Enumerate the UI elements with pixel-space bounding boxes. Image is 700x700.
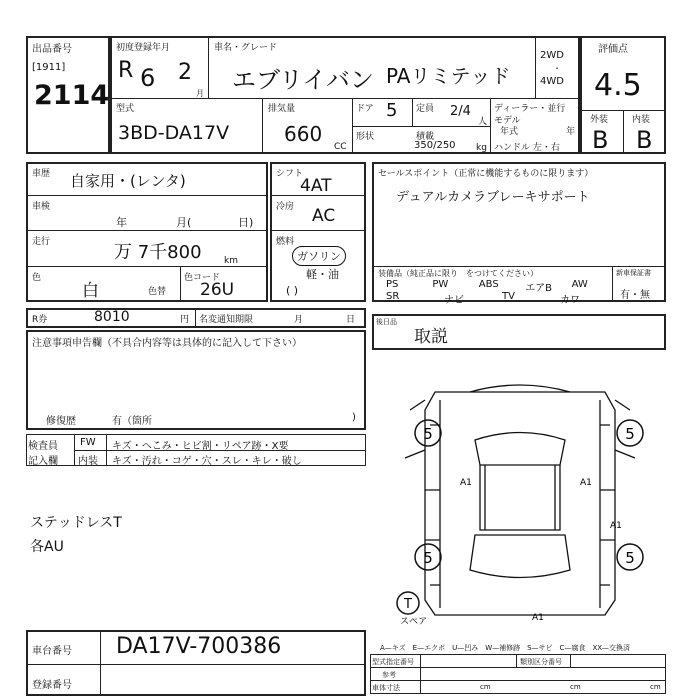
legend: A—キズ E—エクボ U—凹み W—補修跡 S—サビ C—腐食 XX—交換済 — [380, 644, 631, 652]
int-inspect-label: 内装 — [78, 456, 98, 467]
equipment-item: TV — [502, 291, 515, 302]
reg-era: R — [118, 58, 134, 83]
footer-label1: 型式指定番号 — [372, 658, 414, 666]
memo-line1: ステッドレスT — [30, 515, 122, 531]
car-name: エブリイバン — [232, 66, 374, 94]
notice-day: 日 — [346, 315, 356, 325]
history-value: 自家用・(レンタ) — [70, 172, 186, 190]
inspection-day: 日) — [238, 216, 254, 229]
reg-month: 2 — [178, 60, 192, 85]
chassis-label: 車台番号 — [32, 646, 72, 657]
shape-label: 形状 — [356, 132, 375, 142]
recycle-label: R券 — [32, 315, 48, 325]
car-grade: PAリミテッド — [386, 64, 511, 88]
damage-mark: A1 — [610, 521, 622, 531]
memo-line2: 各AU — [30, 539, 64, 555]
footer-box — [370, 654, 666, 694]
repair-label: 修復歴 — [46, 416, 76, 427]
equipment-item: ABS — [478, 279, 499, 290]
year-unit: 年 — [566, 127, 576, 137]
equipment-row1 — [378, 279, 610, 294]
handle-label: ハンドル 左・右 — [494, 143, 560, 153]
recycle-value: 8010 — [94, 309, 130, 325]
tire-fl-value: 5 — [423, 425, 433, 443]
int-items: キズ・汚れ・コゲ・穴・スレ・キレ・破し — [112, 456, 302, 467]
model-label: 型式 — [116, 104, 135, 114]
equipment-item: SR — [386, 291, 400, 302]
damage-mark: A1 — [580, 478, 592, 488]
color-change-label: 色替 — [148, 287, 167, 297]
shift-label: シフト — [276, 169, 304, 179]
footer-label3: 車体寸法 — [372, 684, 400, 692]
equipment-label: 装備品（純正品に限り をつけてください） — [378, 269, 538, 278]
load-label: 積載 — [416, 132, 435, 142]
shift-value: 4AT — [300, 176, 332, 196]
equipment-row2 — [378, 291, 610, 306]
spare-value: T — [404, 597, 412, 612]
model-value: 3BD-DA17V — [118, 122, 230, 144]
footer-cm3: cm — [650, 683, 661, 691]
score-label: 評価点 — [598, 44, 628, 55]
disp-value: 660 — [284, 122, 323, 146]
damage-mark: A1 — [532, 613, 544, 623]
recycle-unit: 円 — [180, 315, 190, 325]
mileage-label: 走行 — [32, 237, 51, 247]
load-unit: kg — [476, 143, 487, 153]
inspection-label: 車検 — [32, 202, 51, 212]
color-label: 色 — [32, 273, 42, 283]
score-value: 4.5 — [594, 68, 642, 103]
color-value: 白 — [82, 281, 99, 301]
drive-4wd: 4WD — [540, 76, 564, 87]
memo-box — [26, 468, 366, 618]
lot-bracket: [1911] — [32, 62, 66, 73]
seats-label: 定員 — [416, 104, 435, 114]
year-label: 年式 — [500, 127, 519, 137]
drive-2wd: 2WD — [540, 50, 564, 61]
disp-label: 排気量 — [268, 104, 296, 114]
seats-unit: 人 — [478, 117, 488, 127]
sales-point-value: デュアルカメラブレーキサポート — [396, 190, 590, 205]
color-code: 26U — [200, 280, 235, 300]
lot-number: 2114 — [34, 80, 110, 111]
new-warranty-label: 新車保証書 — [616, 269, 651, 277]
history-label: 車歴 — [32, 169, 51, 179]
chassis-value: DA17V-700386 — [116, 634, 282, 659]
equipment-item: PW — [432, 279, 449, 290]
lot-label: 出品番号 — [32, 44, 72, 55]
fw-label: FW — [80, 437, 96, 448]
ext-grade: B — [592, 126, 609, 154]
fuel-value: ガソリン — [292, 246, 346, 266]
fw-items: キズ・へこみ・ヒビ割・リペア跡・X要 — [112, 441, 289, 452]
fuel-paren: ( ) — [286, 284, 299, 297]
footer-label2: 類別区分番号 — [520, 658, 562, 666]
spare-label: スペア — [400, 617, 428, 627]
registration-label: 登録番号 — [32, 680, 72, 691]
seats-value: 2/4 — [450, 104, 471, 119]
color-code-label: 色コード — [184, 273, 221, 283]
equipment-item: ナビ — [444, 295, 464, 306]
equipment-item: AW — [571, 279, 588, 290]
inspector-label: 検査員 — [28, 441, 58, 452]
int-grade: B — [636, 126, 653, 154]
reg-label: 初度登録年月 — [116, 43, 171, 53]
tire-rl-value: 5 — [423, 549, 433, 567]
tire-fr-value: 5 — [625, 425, 635, 443]
notice-month: 月 — [294, 315, 304, 325]
equipment-item: PS — [386, 279, 399, 290]
damage-mark: A1 — [460, 478, 472, 488]
repair-value: 有（箇所 — [112, 416, 152, 427]
car-diagram — [380, 370, 670, 630]
attached-label: 後日品 — [376, 318, 397, 326]
door-label: ドア — [356, 104, 374, 114]
attached-value: 取説 — [414, 327, 448, 347]
door-value: 5 — [386, 100, 398, 121]
reg-month-unit: 月 — [196, 89, 204, 98]
sales-point-label: セールスポイント（正常に機能するものに限ります） — [378, 169, 594, 179]
mileage-unit: km — [224, 256, 238, 266]
fuel-sub: 軽・油 — [306, 268, 339, 281]
ac-value: AC — [312, 206, 336, 226]
int-label: 内装 — [632, 115, 651, 125]
tire-rr-value: 5 — [625, 549, 635, 567]
notes-label: 注意事項申告欄（不具合内容等は具体的に記入して下さい） — [32, 338, 302, 349]
disp-unit: CC — [334, 142, 347, 152]
reg-year: 6 — [140, 64, 156, 92]
car-label: 車名・グレード — [214, 43, 278, 53]
equipment-item: エアB — [525, 283, 553, 294]
inspection-year: 年 — [116, 216, 127, 229]
recycle-box — [26, 308, 366, 328]
inspection-month: 月( — [176, 216, 192, 229]
inspector-label2: 記入欄 — [28, 456, 58, 467]
footer-ref1: 参考 — [382, 671, 396, 679]
new-warranty-value: 有・無 — [620, 290, 650, 301]
ac-label: 冷房 — [276, 202, 295, 212]
notice-label: 名変通知期限 — [199, 315, 254, 325]
mileage-value: 万 7千800 — [114, 242, 202, 263]
dealer-label: ディーラー・並行 — [494, 104, 566, 114]
model-year-label: モデル — [494, 116, 521, 126]
footer-cm1: cm — [480, 683, 491, 691]
footer-cm2: cm — [570, 683, 581, 691]
fuel-label: 燃料 — [276, 237, 295, 247]
equipment-item: カワ — [560, 295, 580, 306]
load-value: 350/250 — [414, 140, 456, 151]
ext-label: 外装 — [590, 115, 609, 125]
